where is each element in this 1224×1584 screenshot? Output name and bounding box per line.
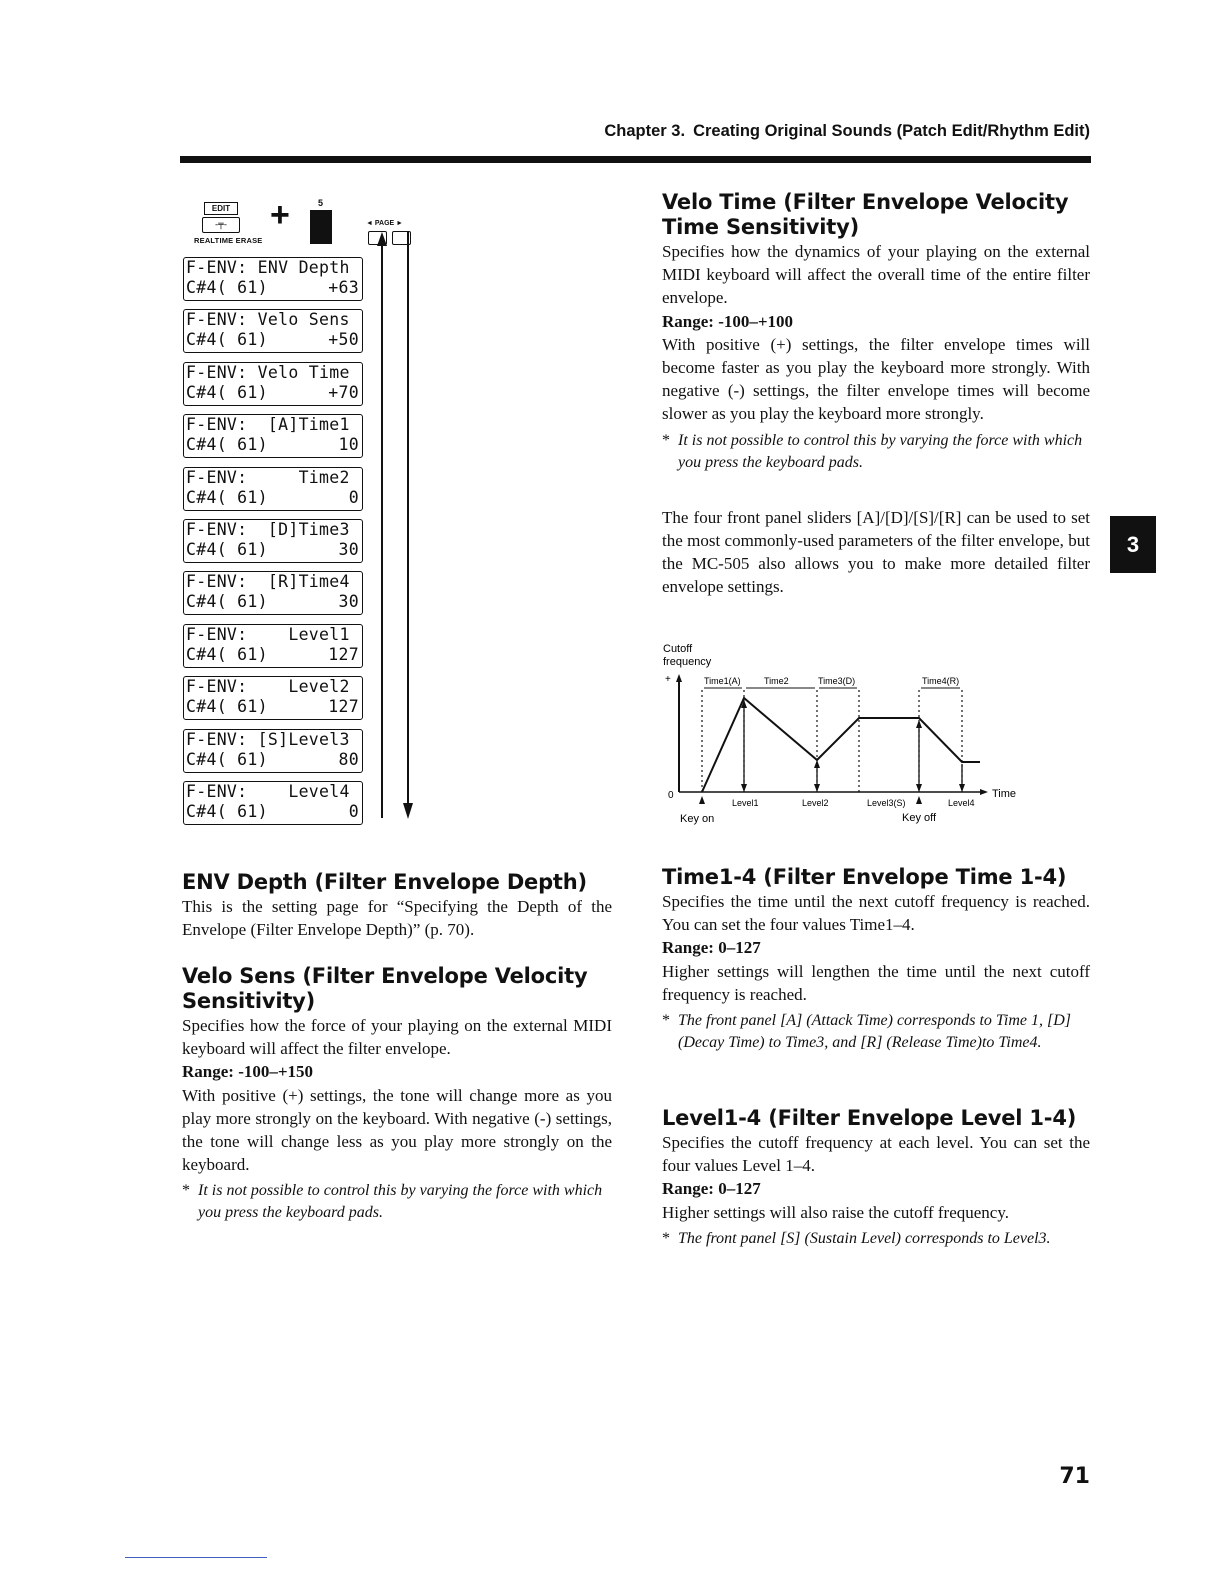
- velo-sens-range: Range: -100–+150: [182, 1062, 314, 1082]
- time14-heading: Time1-4 (Filter Envelope Time 1-4): [662, 865, 1067, 889]
- velo-time-section: [662, 190, 1090, 598]
- time1-label: Time1(A): [704, 676, 741, 686]
- lcd-line-1: F-ENV: Velo Time: [186, 363, 350, 382]
- chapter-number: Chapter 3.: [604, 122, 686, 140]
- lcd-line-2: [186, 435, 362, 455]
- time14-body-2: Higher settings will lengthen the time until the next cutoff frequency is reached.: [662, 961, 1090, 1004]
- lcd-line-1: F-ENV: [S]Level3: [186, 730, 350, 749]
- diagram-plus-label: +: [665, 674, 671, 685]
- velo-time-body: Specifies how the dynamics of your playing on the external MIDI keyboard will affect the overall time of the entire filter envelope.: [662, 242, 1090, 308]
- level3-down-arrow-icon: [916, 784, 922, 792]
- footer-line: [125, 1557, 267, 1558]
- lcd-note: C#4( 61): [186, 330, 268, 349]
- lcd-line-2: [186, 645, 362, 665]
- level14-note: * The front panel [S] (Sustain Level) corresponds to Level3.: [662, 1229, 1051, 1247]
- realtime-erase-key: -╤-: [202, 217, 240, 233]
- time4-label: Time4(R): [922, 676, 960, 686]
- lcd-value: 80: [338, 750, 359, 769]
- lcd-note: C#4( 61): [186, 488, 268, 507]
- scroll-indicator-line: [381, 244, 383, 818]
- diagram-zero-label: 0: [668, 790, 674, 801]
- velo-sens-body: Specifies how the force of your playing on the external MIDI keyboard will affect the filter envelope.: [182, 1016, 612, 1059]
- time14-body: Specifies the time until the next cutoff frequency is reached. You can set the four values Time1–4.: [662, 892, 1090, 935]
- lcd-line-2: [186, 750, 362, 770]
- lcd-screen: [183, 676, 363, 720]
- velo-time-range: Range: -100–+100: [662, 311, 794, 331]
- env-depth-body: This is the setting page for “Specifying the Depth of the Envelope (Filter Envelope Depth)” (p. 70).: [182, 897, 612, 940]
- diagram-ylabel-1: Cutoff: [663, 643, 693, 655]
- key-combination: [194, 196, 450, 256]
- header-rule: [180, 156, 1091, 163]
- lcd-note: C#4( 61): [186, 435, 268, 454]
- level3-label: Level3(S): [867, 798, 906, 808]
- chapter-tab: 3: [1110, 516, 1156, 573]
- time14-section: [662, 865, 1090, 1054]
- lcd-screen: [183, 624, 363, 668]
- page-header: [604, 122, 1090, 141]
- lcd-line-2: [186, 540, 362, 560]
- diagram-ylabel-2: frequency: [663, 656, 712, 668]
- realtime-erase-label: REALTIME ERASE: [194, 236, 263, 245]
- time2-label: Time2: [764, 676, 789, 686]
- lcd-screen: [183, 414, 363, 458]
- level2-down-arrow-icon: [814, 784, 820, 792]
- key-on-arrow-icon: [699, 796, 705, 804]
- level14-section: [662, 1106, 1090, 1250]
- level2-up-arrow-icon: [814, 760, 820, 768]
- lcd-value: +50: [328, 330, 359, 349]
- key-off-arrow-icon: [916, 796, 922, 804]
- lcd-value: 10: [338, 435, 359, 454]
- lcd-line-1: F-ENV: Time2: [186, 468, 350, 487]
- velo-sens-heading: Velo Sens (Filter Envelope Velocity Sensitivity): [182, 964, 588, 1013]
- level1-label: Level1: [732, 798, 759, 808]
- lcd-value: 30: [338, 592, 359, 611]
- lcd-screen: [183, 362, 363, 406]
- lcd-screen: [183, 257, 363, 301]
- lcd-note: C#4( 61): [186, 750, 268, 769]
- lcd-line-2: [186, 383, 362, 403]
- pad-key-icon: [310, 210, 332, 244]
- scroll-indicator-line: [407, 232, 409, 804]
- lcd-line-2: [186, 592, 362, 612]
- page-label: ◄ PAGE ►: [366, 220, 404, 227]
- lcd-line-1: F-ENV: [D]Time3: [186, 520, 350, 539]
- lcd-note: C#4( 61): [186, 592, 268, 611]
- lcd-note: C#4( 61): [186, 645, 268, 664]
- lcd-value: +70: [328, 383, 359, 402]
- page-number: 71: [1059, 1464, 1090, 1489]
- edit-key: EDIT: [204, 202, 238, 215]
- lcd-line-2: [186, 697, 362, 717]
- level4-down-arrow-icon: [959, 784, 965, 792]
- x-axis-arrow-icon: [980, 789, 988, 795]
- lcd-line-1: F-ENV: Level4: [186, 782, 350, 801]
- velo-sens-note: * It is not possible to control this by varying the force with which you press the keyboard pads.: [182, 1182, 603, 1222]
- lcd-line-2: [186, 330, 362, 350]
- lcd-screen: [183, 519, 363, 563]
- lcd-line-1: F-ENV: Level1: [186, 625, 350, 644]
- level4-label: Level4: [948, 798, 975, 808]
- time3-label: Time3(D): [818, 676, 856, 686]
- filter-envelope-diagram: [662, 640, 1062, 830]
- down-arrow-icon: [403, 803, 413, 819]
- velo-time-heading: Velo Time (Filter Envelope Velocity Time Sensitivity): [662, 190, 1069, 239]
- lcd-line-2: [186, 802, 362, 822]
- velo-sens-section: [182, 964, 612, 1224]
- lcd-line-1: F-ENV: Level2: [186, 677, 350, 696]
- env-depth-heading: ENV Depth (Filter Envelope Depth): [182, 870, 587, 894]
- lcd-line-1: F-ENV: ENV Depth: [186, 258, 350, 277]
- level14-range: Range: 0–127: [662, 1179, 761, 1199]
- lcd-value: 30: [338, 540, 359, 559]
- level14-body: Specifies the cutoff frequency at each level. You can set the four values Level 1–4.: [662, 1133, 1090, 1176]
- lcd-note: C#4( 61): [186, 697, 268, 716]
- lcd-line-2: [186, 278, 362, 298]
- lcd-value: 127: [328, 645, 359, 664]
- level2-label: Level2: [802, 798, 829, 808]
- lcd-screen: [183, 309, 363, 353]
- lcd-value: 0: [348, 488, 359, 507]
- level1-down-arrow-icon: [741, 784, 747, 792]
- key-off-label: Key off: [902, 812, 937, 824]
- lcd-line-2: [186, 488, 362, 508]
- lcd-screen: [183, 729, 363, 773]
- lcd-value: 0: [348, 802, 359, 821]
- time14-range: Range: 0–127: [662, 938, 761, 958]
- lcd-line-1: F-ENV: [A]Time1: [186, 415, 350, 434]
- lcd-value: 127: [328, 697, 359, 716]
- lcd-note: C#4( 61): [186, 383, 268, 402]
- lcd-note: C#4( 61): [186, 802, 268, 821]
- diagram-time-label: Time: [992, 788, 1017, 800]
- level14-heading: Level1-4 (Filter Envelope Level 1-4): [662, 1106, 1077, 1130]
- lcd-screen: [183, 781, 363, 825]
- level14-body-2: Higher settings will also raise the cutoff frequency.: [662, 1202, 1009, 1222]
- lcd-note: C#4( 61): [186, 278, 268, 297]
- y-axis-arrow-icon: [676, 674, 682, 682]
- key-number-label: 5: [318, 198, 324, 208]
- chapter-title: Creating Original Sounds (Patch Edit/Rhythm Edit): [693, 122, 1090, 140]
- lcd-value: +63: [328, 278, 359, 297]
- velo-time-body-3: The four front panel sliders [A]/[D]/[S]/[R] can be used to set the most commonly-used parameters of the filter envelope, but the MC-505 also allows you to make more detailed filter envelope settings.: [662, 507, 1090, 597]
- plus-sign: +: [270, 196, 290, 234]
- level-arrows: [744, 702, 962, 790]
- velo-sens-body-2: With positive (+) settings, the tone will change more as you play more strongly on the keyboard. With negative (-) settings, the tone will change less as you play more strongly on the keyboard.: [182, 1085, 612, 1175]
- velo-time-note: * It is not possible to control this by varying the force with which you press the keyboard pads.: [662, 431, 1083, 471]
- lcd-line-1: F-ENV: [R]Time4: [186, 572, 350, 591]
- lcd-screen: [183, 571, 363, 615]
- lcd-line-1: F-ENV: Velo Sens: [186, 310, 350, 329]
- velo-time-body-2: With positive (+) settings, the filter envelope times will become faster as you play the keyboard more strongly. With negative (-) settings, the filter envelope times will become slower as you play the keyboard more strongly.: [662, 334, 1090, 424]
- lcd-note: C#4( 61): [186, 540, 268, 559]
- env-depth-section: [182, 870, 612, 941]
- key-on-label: Key on: [680, 813, 715, 825]
- lcd-screen: [183, 467, 363, 511]
- time14-note: * The front panel [A] (Attack Time) corresponds to Time 1, [D] (Decay Time) to Time3, and [R] (Release Time)to Time4.: [662, 1012, 1072, 1052]
